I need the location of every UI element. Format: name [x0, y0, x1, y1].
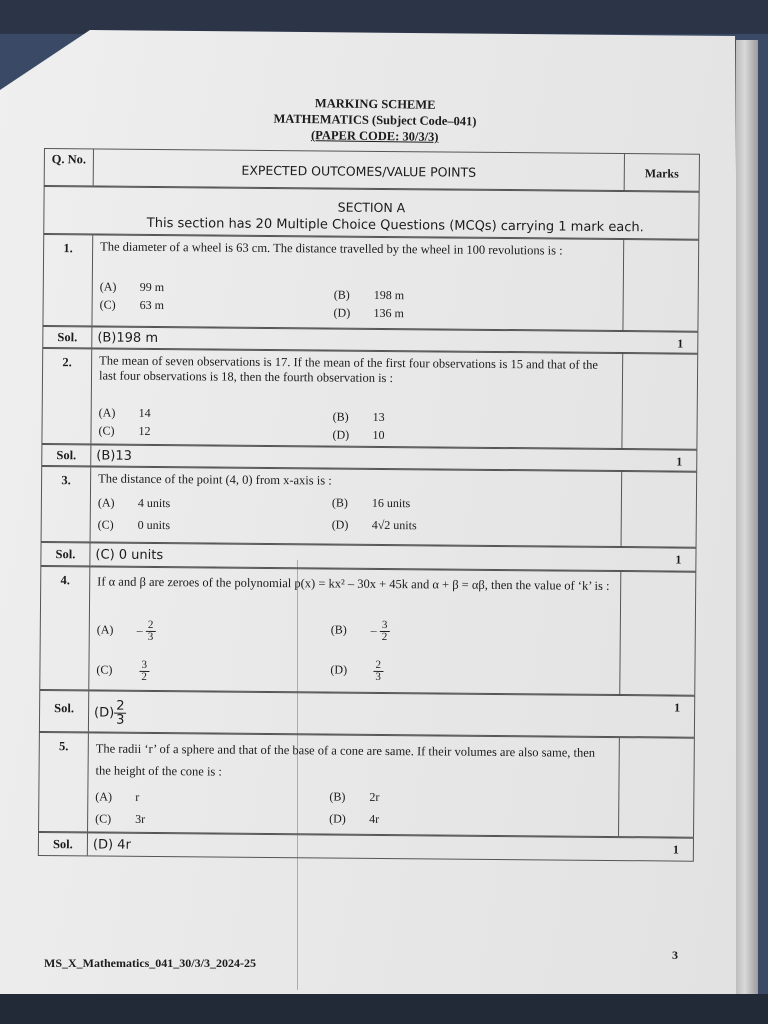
option: (D) 4√2 units [331, 517, 417, 533]
document-code-footer: MS_X_Mathematics_041_30/3/3_2024-25 [44, 956, 256, 970]
option: (A) r [95, 789, 140, 804]
header-paper-code: (PAPER CODE: 30/3/3) [310, 128, 439, 144]
option: (B) – $\frac{3}{2}$ [330, 618, 388, 644]
marks-value: 1 [675, 552, 682, 567]
question-row [38, 732, 695, 838]
solution-row: Sol. (D) 4r 1 [38, 832, 694, 862]
option: (C) 3r [95, 811, 146, 826]
solution-text: (D) $\frac{2}{3}$ [94, 698, 125, 728]
question-text: The diameter of a wheel is 63 cm. The distance travelled by the wheel in 100 revolutions is : [100, 239, 563, 258]
section-title: SECTION A [337, 199, 406, 216]
paper-stack-edge [736, 40, 758, 994]
background-top [0, 0, 768, 34]
question-row [41, 348, 698, 450]
option: (A) 4 units [97, 495, 171, 511]
question-row [41, 466, 698, 548]
question-row [39, 566, 696, 696]
document-header [230, 94, 521, 146]
section-note: This section has 20 Multiple Choice Questions (MCQs) carrying 1 mark each. [146, 215, 644, 236]
question-text: If α and β are zeroes of the polynomial p(x) = kx² – 30x + 45k and α + β = αβ, then the value of ‘k’ is : [97, 574, 610, 593]
option: (C) 0 units [97, 517, 171, 533]
col-outcomes-header: EXPECTED OUTCOMES/VALUE POINTS [241, 162, 477, 180]
question-number: 2. [62, 355, 72, 370]
solution-row: Sol. (D) $\frac{2}{3}$ 1 [39, 690, 695, 738]
marking-table [38, 148, 700, 874]
marks-value: 1 [676, 454, 683, 469]
option: (D) 10 [332, 427, 385, 442]
question-number: 1. [63, 241, 73, 256]
solution-text: (B)13 [96, 448, 132, 464]
option: (C) 63 m [99, 297, 165, 313]
solution-row: Sol. (B)13 1 [41, 444, 697, 472]
solution-text: (C) 0 units [95, 547, 164, 564]
option: (D) $\frac{2}{3}$ [330, 658, 382, 683]
marks-value: 1 [677, 336, 684, 351]
solution-row: Sol. (B)198 m 1 [42, 326, 698, 354]
solution-text: (D) 4r [92, 837, 131, 853]
option: (C) 12 [98, 423, 151, 438]
marks-value: 1 [672, 842, 679, 857]
option: (A) – $\frac{2}{3}$ [96, 618, 154, 643]
option: (A) 14 [98, 405, 151, 420]
question-number: 3. [61, 473, 71, 488]
header-title: MARKING SCHEME [314, 96, 436, 112]
col-qno-header: Q. No. [45, 149, 94, 185]
option: (D) 136 m [333, 305, 404, 321]
question-row [42, 234, 699, 332]
option: (D) 4r [329, 811, 380, 826]
solution-text: (B)198 m [97, 330, 159, 347]
marks-value: 1 [674, 700, 681, 715]
col-marks-header: Marks [624, 154, 699, 191]
option: (A) 99 m [99, 279, 165, 295]
page-number: 3 [672, 948, 678, 962]
table-header-row [44, 148, 700, 192]
question-number: 5. [59, 739, 69, 754]
option: (B) 198 m [333, 287, 405, 303]
header-subject: MATHEMATICS (Subject Code–041) [273, 111, 477, 129]
question-text: The radii ‘r’ of a sphere and that of the base of a cone are same. If their volumes are also same, then the height of the cone is : [95, 741, 596, 779]
option: (C) $\frac{3}{2}$ [96, 658, 148, 683]
option: (B) 16 units [331, 495, 411, 511]
solution-row: Sol. (C) 0 units 1 [40, 542, 696, 572]
section-row [43, 186, 699, 240]
option: (B) 13 [332, 409, 385, 424]
question-number: 4. [60, 573, 70, 588]
background-bottom [0, 994, 768, 1024]
question-text: The mean of seven observations is 17. If the mean of the first four observations is 15 and that of the last four observations is 18, then the fourth observation is : [98, 353, 599, 386]
option: (B) 2r [329, 789, 380, 804]
question-text: The distance of the point (4, 0) from x-axis is : [98, 471, 332, 488]
